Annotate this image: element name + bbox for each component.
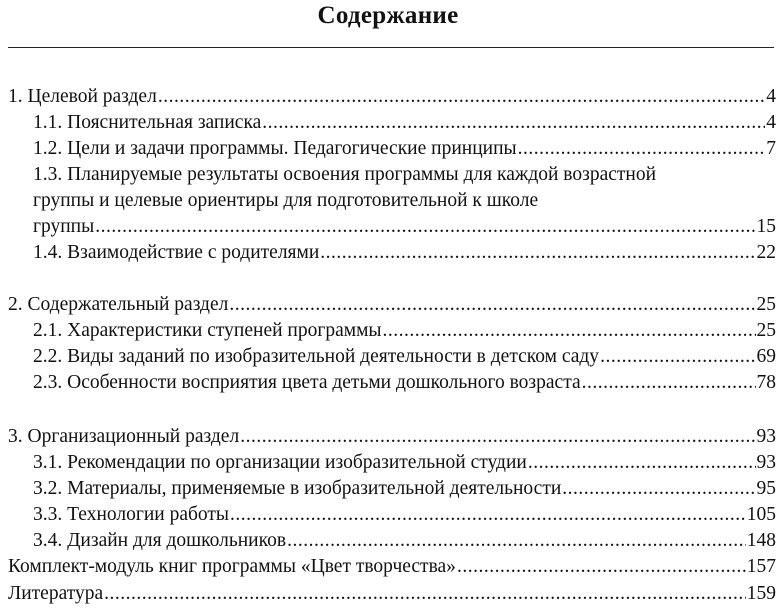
title-divider xyxy=(8,47,774,48)
toc-entry-section-3[interactable] xyxy=(8,425,776,449)
toc-entry-text: 2.2. Виды заданий по изобразительной деятельности в детском саду xyxy=(33,346,600,367)
toc-entry-3-2[interactable] xyxy=(33,477,776,501)
toc-entry-text: 2.1. Характеристики ступеней программы xyxy=(33,320,382,341)
toc-entry-text: 2.3. Особенности восприятия цвета детьми дошкольного возраста xyxy=(33,372,581,393)
dot-leader xyxy=(158,85,765,109)
toc-entry-text: 1.4. Взаимодействие с родителями xyxy=(33,242,320,263)
dot-leader xyxy=(287,529,746,553)
dot-leader xyxy=(518,137,766,161)
toc-entry-2-2[interactable] xyxy=(33,345,776,369)
toc-page-number: 159 xyxy=(746,583,776,604)
toc-entry-module-books[interactable] xyxy=(8,555,776,579)
toc-entry-text: 3.2. Материалы, применяемые в изобразительной деятельности xyxy=(33,478,562,499)
toc-entry-text: 3.4. Дизайн для дошкольников xyxy=(33,530,287,551)
toc-entry-text: 3.3. Технологии работы xyxy=(33,504,230,525)
dot-leader xyxy=(230,503,746,527)
toc-entry-2-3[interactable] xyxy=(33,371,776,395)
toc-page-number: 4 xyxy=(766,112,776,133)
toc-entry-3-4[interactable] xyxy=(33,529,776,553)
toc-page-number: 95 xyxy=(756,478,776,499)
dot-leader xyxy=(600,345,755,369)
toc-entry-1-2[interactable] xyxy=(33,137,776,161)
toc-page-number: 4 xyxy=(766,86,776,107)
toc-page-number: 25 xyxy=(756,320,776,341)
toc-page-number: 69 xyxy=(756,346,776,367)
dot-leader xyxy=(240,425,755,449)
toc-page-number: 93 xyxy=(756,426,776,447)
dot-leader xyxy=(104,582,746,606)
toc-page-number: 105 xyxy=(746,504,776,525)
toc-entry-1-3-line-2[interactable]: группы и целевые ориентиры для подготовительной к школе xyxy=(33,190,539,211)
toc-entry-1-4[interactable] xyxy=(33,241,776,265)
dot-leader xyxy=(262,111,765,135)
toc-page-number: 25 xyxy=(756,294,776,315)
dot-leader xyxy=(383,319,756,343)
toc-entry-3-1[interactable] xyxy=(33,451,776,475)
toc-page-number: 22 xyxy=(756,242,776,263)
toc-entry-text: 3. Организационный раздел xyxy=(8,426,240,447)
toc-page-number: 148 xyxy=(746,530,776,551)
toc-entry-literature[interactable] xyxy=(8,582,776,606)
toc-entry-1-1[interactable] xyxy=(33,111,776,135)
toc-entry-1-3-line-1[interactable]: 1.3. Планируемые результаты освоения программы для каждой возрастной xyxy=(33,164,657,185)
dot-leader xyxy=(95,215,755,239)
toc-page-number: 157 xyxy=(746,556,776,577)
dot-leader xyxy=(457,555,746,579)
toc-entry-section-1[interactable] xyxy=(8,85,776,109)
toc-entry-text: 1.1. Пояснительная записка xyxy=(33,112,262,133)
dot-leader xyxy=(528,451,756,475)
dot-leader xyxy=(320,241,755,265)
toc-entry-text: Комплект-модуль книг программы «Цвет творчества» xyxy=(8,556,456,577)
dot-leader xyxy=(562,477,755,501)
toc-page-number: 15 xyxy=(756,216,776,237)
dot-leader xyxy=(229,293,755,317)
toc-entry-text: 3.1. Рекомендации по организации изобразительной студии xyxy=(33,452,527,473)
toc-entry-1-3[interactable] xyxy=(33,215,776,239)
toc-page-number: 7 xyxy=(766,138,776,159)
toc-entry-3-3[interactable] xyxy=(33,503,776,527)
toc-entry-text: Литература xyxy=(8,583,104,604)
toc-page-number: 78 xyxy=(756,372,776,393)
toc-entry-text: 1. Целевой раздел xyxy=(8,86,157,107)
toc-entry-text: 1.2. Цели и задачи программы. Педагогические принципы xyxy=(33,138,517,159)
toc-entry-text: 2. Содержательный раздел xyxy=(8,294,229,315)
toc-page-number: 93 xyxy=(756,452,776,473)
toc-entry-text: группы xyxy=(33,216,95,237)
toc-entry-section-2[interactable] xyxy=(8,293,776,317)
page-title: Содержание xyxy=(317,2,459,29)
toc-entry-2-1[interactable] xyxy=(33,319,776,343)
dot-leader xyxy=(582,371,756,395)
